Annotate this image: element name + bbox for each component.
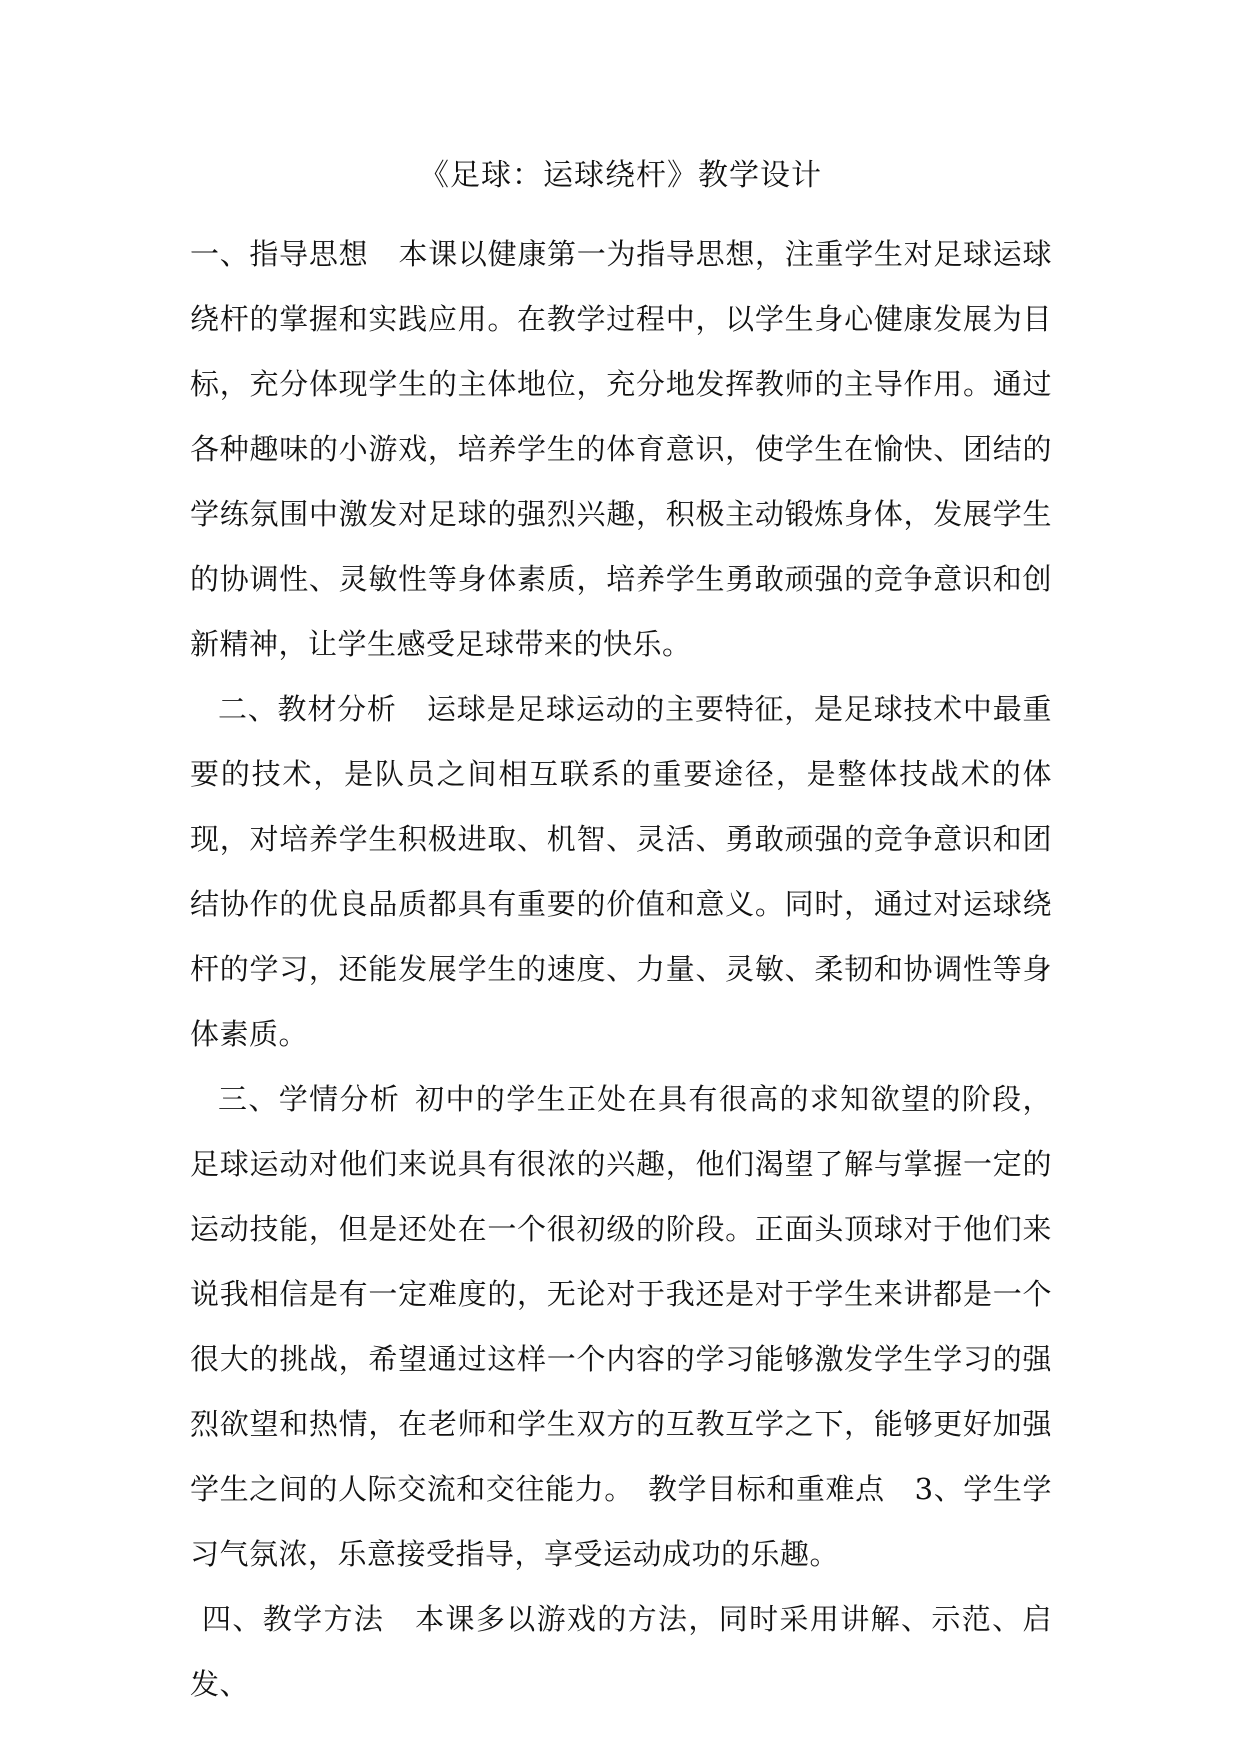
section-heading: 二、教材分析 — [218, 692, 397, 726]
section-guiding-philosophy — [190, 222, 1052, 677]
document-title: 《足球：运球绕杆》教学设计 — [419, 158, 822, 193]
section-text: 本课多以游戏的方法，同时采用讲解、示范、启发、 — [190, 1602, 1052, 1701]
section-learner-analysis — [190, 1067, 1052, 1587]
section-text: 本课以健康第一为指导思想，注重学生对足球运球绕杆的掌握和实践应用。在教学过程中，以学生身心健康发展为目标，充分体现学生的主体地位，充分地发挥教师的主导作用。通过各种趣味的小游戏，培养学生的体育意识，使学生在愉快、团结的学练氛围中激发对足球的强烈兴趣，积极主动锻炼身体，发展学生的协调性、灵敏性等身体素质，培养学生勇敢顽强的竞争意识和创新精神，让学生感受足球带来的快乐。 — [190, 237, 1052, 661]
section-text: 初中的学生正处在具有很高的求知欲望的阶段，足球运动对他们来说具有很浓的兴趣，他们渴望了解与掌握一定的运动技能，但是还处在一个很初级的阶段。正面头顶球对于他们来说我相信是有一定难度的，无论对于我还是对于学生来讲都是一个很大的挑战，希望通过这样一个内容的学习能够激发学生学习的强烈欲望和热情，在老师和学生双方的互教互学之下，能够更好加强学生之间的人际交流和交往能力。 — [190, 1082, 1052, 1506]
section-teaching-methods — [190, 1587, 1052, 1717]
document-body — [190, 222, 1052, 1717]
subsection-text: 3、学生学习气氛浓，乐意接受指导，享受运动成功的乐趣。 — [190, 1472, 1052, 1571]
subsection-heading: 教学目标和重难点 — [647, 1472, 885, 1506]
section-material-analysis — [190, 677, 1052, 1067]
section-heading: 三、学情分析 — [218, 1082, 401, 1116]
section-heading: 一、指导思想 — [190, 237, 369, 271]
section-heading: 四、教学方法 — [202, 1602, 385, 1636]
section-text: 运球是足球运动的主要特征，是足球技术中最重要的技术，是队员之间相互联系的重要途径，是整体技战术的体现，对培养学生积极进取、机智、灵活、勇敢顽强的竞争意识和团结协作的优良品质都具有重要的价值和意义。同时，通过对运球绕杆的学习，还能发展学生的速度、力量、灵敏、柔韧和协调性等身体素质。 — [190, 692, 1052, 1051]
